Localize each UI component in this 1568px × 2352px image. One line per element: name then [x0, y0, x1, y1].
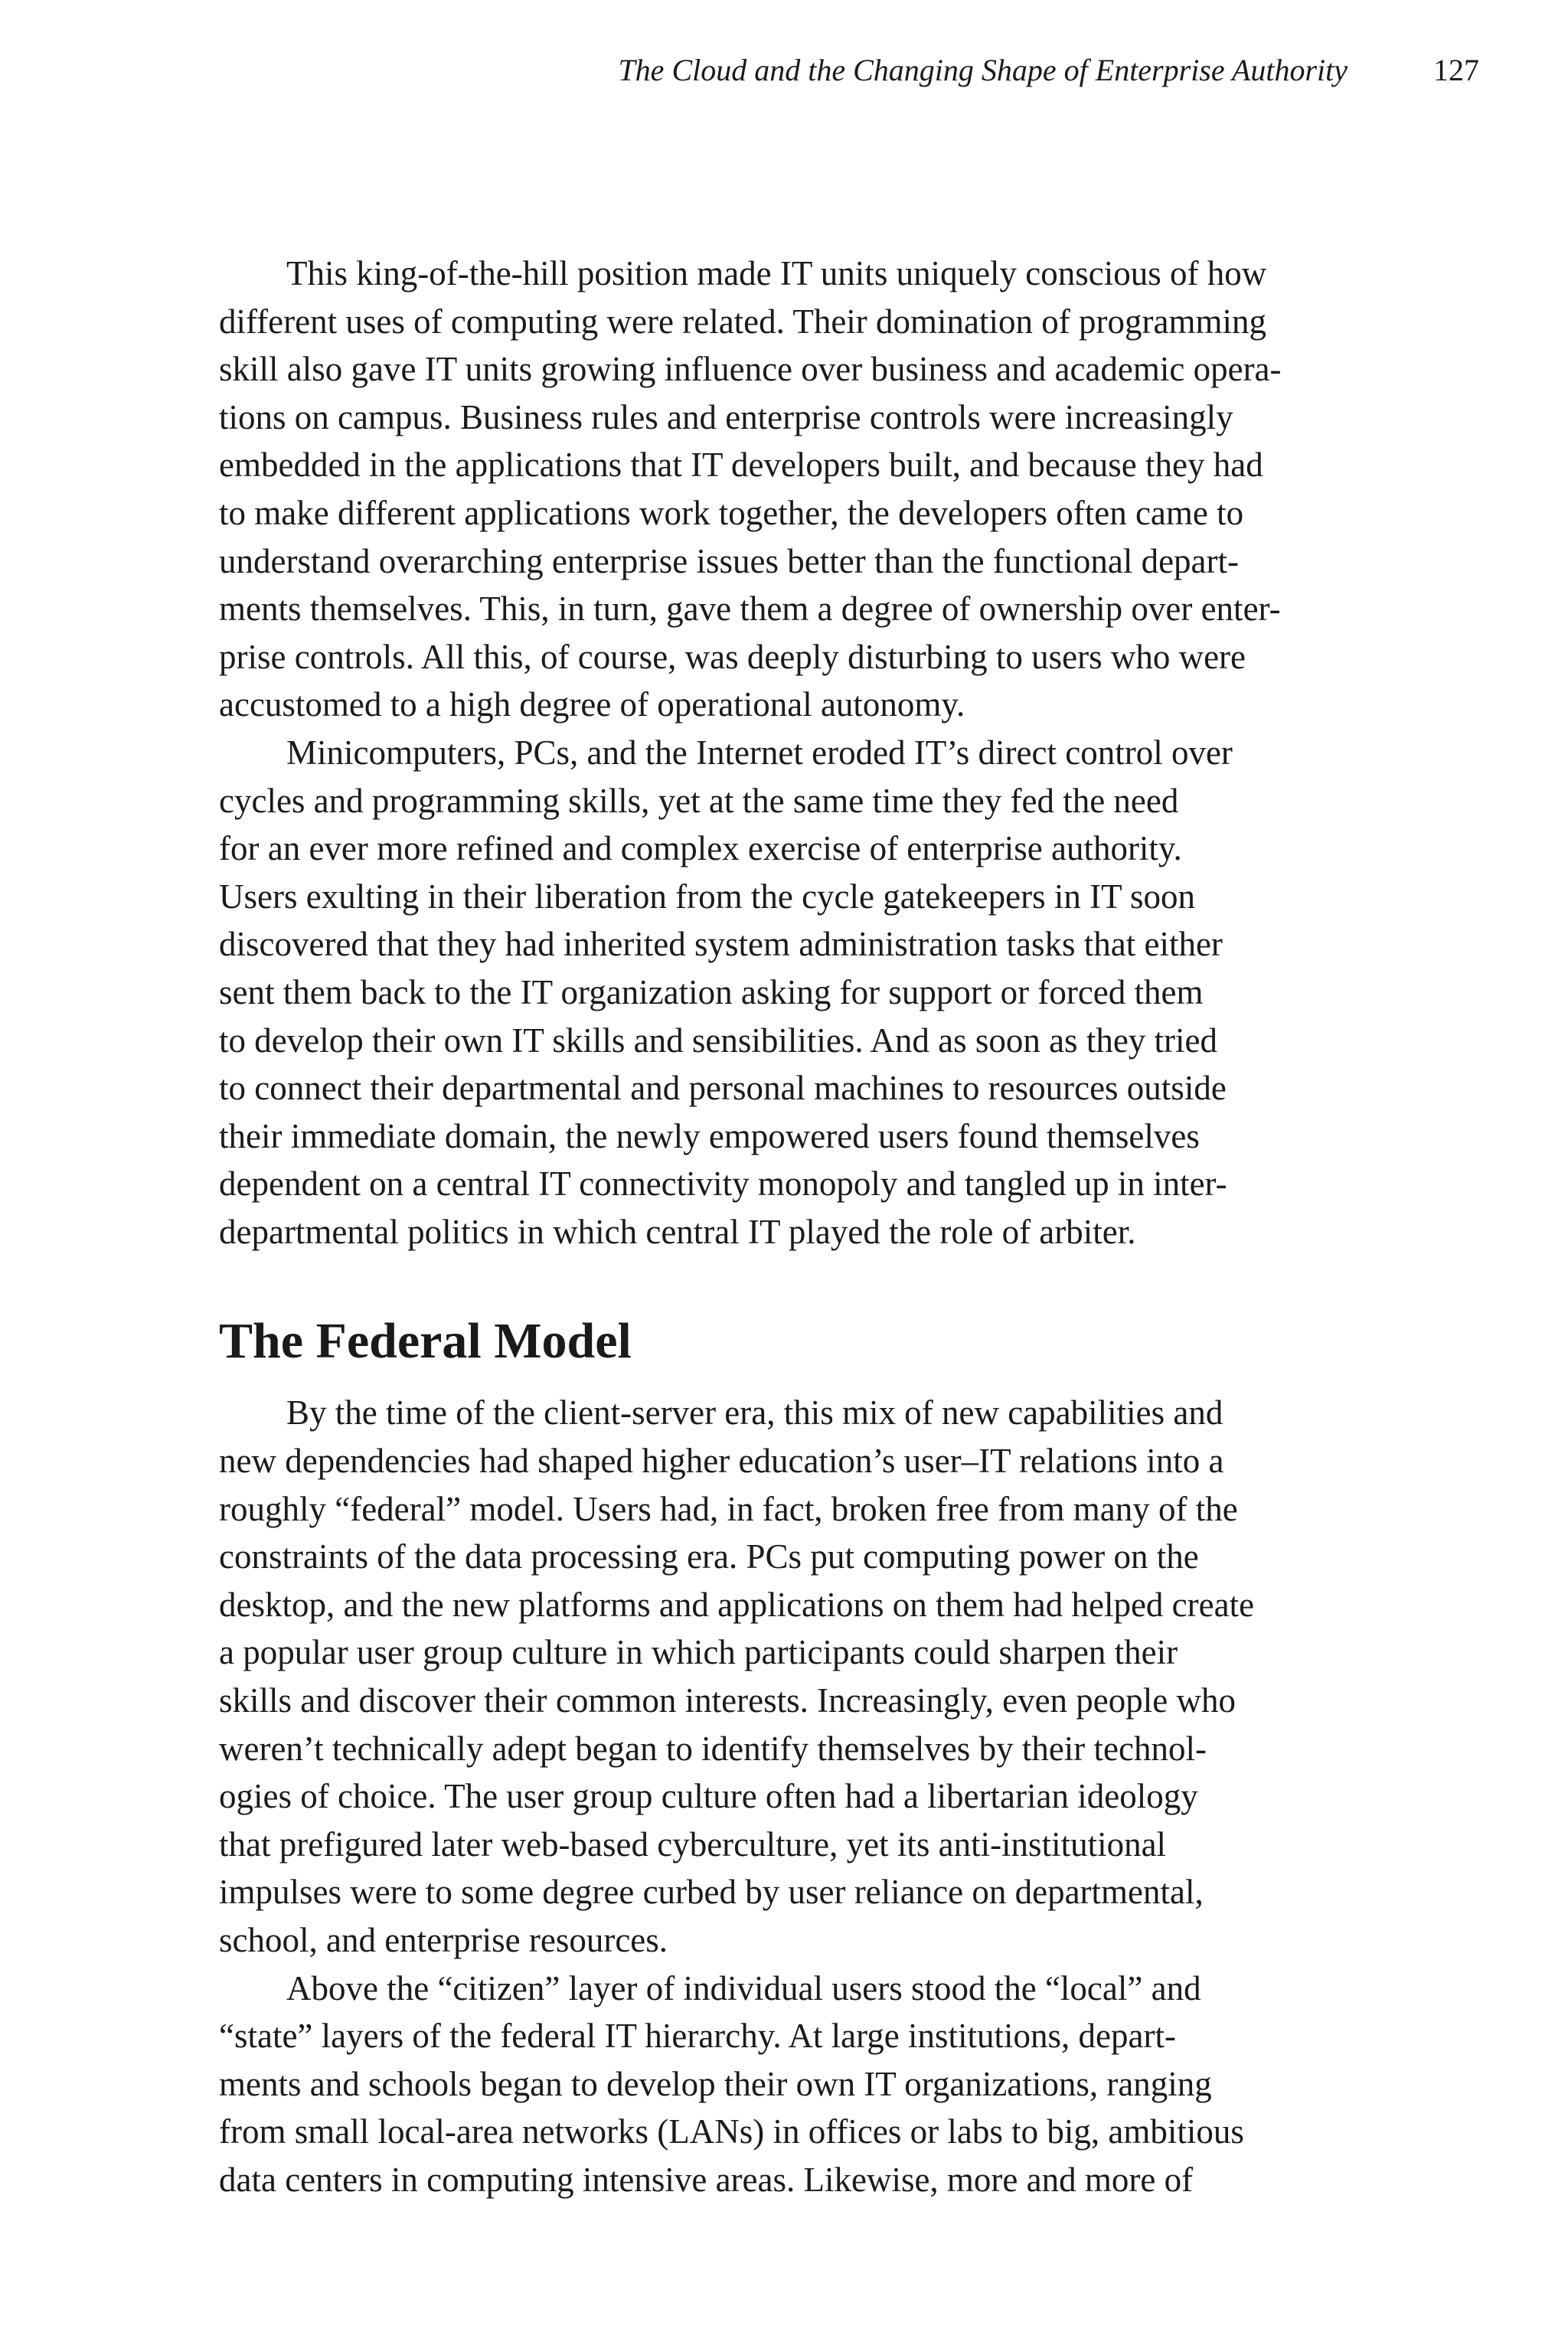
text-line: weren’t technically adept began to identify themselves by their technol- — [219, 1729, 1207, 1768]
paragraph-4 — [219, 1965, 1349, 2204]
text-line: tions on campus. Business rules and enterprise controls were increasingly — [219, 397, 1233, 436]
body-text — [219, 250, 1349, 2204]
paragraph-2 — [219, 729, 1349, 1256]
text-line: Minicomputers, PCs, and the Internet eroded IT’s direct control over — [286, 733, 1233, 772]
text-line: dependent on a central IT connectivity monopoly and tangled up in inter- — [219, 1165, 1227, 1204]
text-line: cycles and programming skills, yet at the same time they fed the need — [219, 781, 1179, 820]
text-line: constraints of the data processing era. PCs put computing power on the — [219, 1537, 1199, 1576]
text-line: Users exulting in their liberation from the cycle gatekeepers in IT soon — [219, 877, 1196, 916]
text-line: impulses were to some degree curbed by user reliance on departmental, — [219, 1873, 1204, 1912]
text-line: desktop, and the new platforms and applications on them had helped create — [219, 1585, 1255, 1624]
text-line: ogies of choice. The user group culture often had a libertarian ideology — [219, 1777, 1198, 1816]
text-line: ments themselves. This, in turn, gave them a degree of ownership over enter- — [219, 590, 1281, 629]
text-line: their immediate domain, the newly empowered users found themselves — [219, 1116, 1200, 1155]
running-title: The Cloud and the Changing Shape of Enterprise Authority — [618, 53, 1348, 87]
text-line: departmental politics in which central IT played the role of arbiter. — [219, 1212, 1136, 1251]
paragraph-1 — [219, 250, 1349, 729]
text-line: to connect their departmental and personal machines to resources outside — [219, 1069, 1227, 1108]
running-head — [0, 49, 1568, 92]
text-line: roughly “federal” model. Users had, in fact, broken free from many of the — [219, 1489, 1238, 1528]
text-line: for an ever more refined and complex exercise of enterprise authority. — [219, 829, 1182, 868]
text-line: data centers in computing intensive areas. Likewise, more and more of — [219, 2160, 1194, 2199]
text-line: school, and enterprise resources. — [219, 1921, 668, 1959]
text-line: This king-of-the-hill position made IT units uniquely conscious of how — [286, 254, 1267, 292]
text-line: skill also gave IT units growing influence over business and academic opera- — [219, 350, 1282, 389]
text-line: accustomed to a high degree of operational autonomy. — [219, 685, 965, 724]
text-line: from small local-area networks (LANs) in offices or labs to big, ambitious — [219, 2112, 1244, 2151]
text-line: Above the “citizen” layer of individual users stood the “local” and — [286, 1968, 1201, 2007]
text-line: to develop their own IT skills and sensibilities. And as soon as they tried — [219, 1021, 1218, 1060]
text-line: prise controls. All this, of course, was deeply disturbing to users who were — [219, 637, 1246, 676]
text-line: new dependencies had shaped higher education’s user–IT relations into a — [219, 1442, 1224, 1481]
text-line: to make different applications work together, the developers often came to — [219, 493, 1244, 532]
page-number: 127 — [1433, 53, 1479, 87]
section-heading: The Federal Model — [219, 1313, 632, 1370]
text-line: a popular user group culture in which participants could sharpen their — [219, 1633, 1178, 1672]
text-line: skills and discover their common interests. Increasingly, even people who — [219, 1681, 1236, 1720]
text-line: embedded in the applications that IT developers built, and because they had — [219, 446, 1263, 485]
text-line: different uses of computing were related. Their domination of programming — [219, 302, 1266, 341]
text-line: understand overarching enterprise issues better than the functional depart- — [219, 541, 1240, 580]
text-line: that prefigured later web-based cyberculture, yet its anti-institutional — [219, 1824, 1167, 1864]
text-line: discovered that they had inherited system administration tasks that either — [219, 925, 1223, 964]
text-line: sent them back to the IT organization asking for support or forced them — [219, 972, 1204, 1011]
text-line: “state” layers of the federal IT hierarchy. At large institutions, depart- — [219, 2017, 1176, 2056]
paragraph-3 — [219, 1389, 1349, 1964]
text-line: ments and schools began to develop their own IT organizations, ranging — [219, 2064, 1212, 2103]
text-line: By the time of the client-server era, this mix of new capabilities and — [286, 1393, 1223, 1432]
